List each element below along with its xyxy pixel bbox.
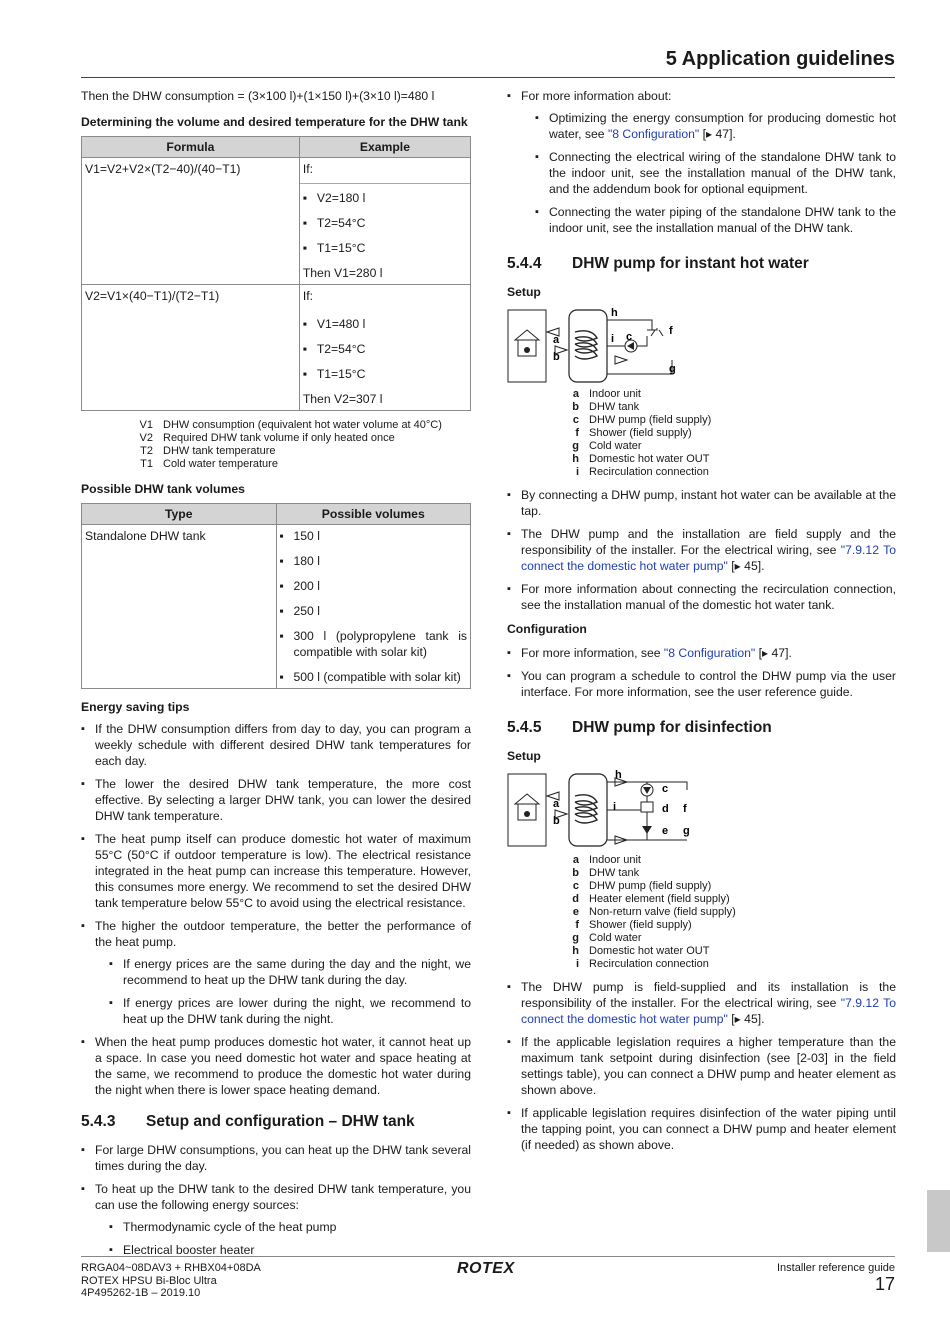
chapter-tab [927, 1190, 950, 1252]
formula-cell: V2=V1×(40−T1)/(T2−T1) [85, 289, 220, 303]
energy-tip: ▪ The higher the outdoor temperature, the better the performance of the heat pump. ▪ If energy prices are the same during the day and the night, we recommend to heat up the DHW tank during the day. ▪ If energy prices are lower during the night, we recommend to heat up the DHW tank during the night. [81, 918, 471, 1027]
legend-key: T2 [140, 445, 153, 457]
s543-item: ▪ For large DHW consumptions, you can heat up the DHW tank several times during the day. [81, 1142, 471, 1174]
svg-text:f: f [669, 325, 673, 337]
example-if: If: [300, 158, 470, 184]
svg-text:i: i [611, 333, 615, 345]
volumes-heading: Possible DHW tank volumes [81, 482, 245, 496]
example-if: If: [302, 289, 313, 303]
legend-key: V1 [139, 419, 153, 431]
s545-item: ▪ The DHW pump is field-supplied and its installation is the responsibility of the installer. For the electrical wiring, see "7.9.12 To connect the domestic hot water pump" [▸ 45]. [507, 979, 896, 1027]
svg-text:a: a [553, 798, 560, 810]
svg-text:h: h [615, 770, 622, 781]
header-rule [81, 77, 895, 78]
section-544-heading: 5.4.4 DHW pump for instant hot water [507, 255, 809, 272]
s543-subitem: ▪ Thermodynamic cycle of the heat pump [109, 1219, 471, 1235]
legend-544: a Indoor unit b DHW tank c DHW pump (field supply) f Shower (field supply) g Cold water h Domestic hot water OUT i Recirculation connection [572, 388, 712, 478]
legend-value: DHW consumption (equivalent hot water volume at 40°C) [163, 419, 442, 431]
example-item: ▪ T2=54°C [300, 335, 470, 360]
footer-model-info [81, 1262, 261, 1300]
more-info-list [507, 88, 896, 236]
example-item: ▪ T1=15°C [300, 234, 470, 259]
legend-value: Cold water temperature [163, 458, 278, 470]
formula-cell: V1=V2+V2×(T2−40)/(40−T1) [85, 162, 241, 176]
more-info-item: ▪ For more information about: ▪ Optimizing the energy consumption for producing domestic hot water, see "8 Configuration" [▸ 47]. ▪ Connecting the electrical wiring of the standalone DHW tank to the indoor unit, see the installation manual of the DHW tank, and the addendum book for optional equipment. ▪ Connecting the water piping of the standalone DHW tank to the indoor unit, see the installation manual of the DHW tank. [507, 88, 896, 236]
setup-label: Setup [507, 285, 541, 299]
volume-item: ▪ 150 l [277, 525, 471, 547]
volume-item: ▪ 500 l (compatible with solar kit) [277, 663, 471, 688]
svg-text:b: b [553, 351, 560, 363]
more-info-subitem: ▪ Optimizing the energy consumption for producing domestic hot water, see "8 Configuration" [▸ 47]. [535, 110, 896, 142]
s543-sublist [95, 1219, 471, 1258]
legend-value: DHW tank temperature [163, 445, 276, 457]
type-header: Type [82, 504, 277, 525]
volume-item: ▪ 180 l [277, 547, 471, 572]
s544-item: ▪ For more information about connecting the recirculation connection, see the installation manual of the domestic hot water tank. [507, 581, 896, 613]
energy-tip: ▪ The lower the desired DHW tank temperature, the more cost effective. By selecting a larger DHW tank, you can lower the desired DHW tank temperature. [81, 776, 471, 824]
volume-item: ▪ 300 l (polypropylene tank is compatible with solar kit) [277, 622, 471, 663]
legend-value: Required DHW tank volume if only heated once [163, 432, 395, 444]
svg-text:h: h [611, 307, 618, 319]
energy-subtip: ▪ If energy prices are lower during the night, we recommend to heat up the DHW tank during the night. [109, 995, 471, 1027]
svg-text:g: g [669, 363, 676, 375]
svg-text:g: g [683, 825, 690, 837]
more-info-subitem: ▪ Connecting the water piping of the standalone DHW tank to the indoor unit, see the installation manual of the DHW tank. [535, 204, 896, 236]
footer-line: ROTEX HPSU Bi-Bloc Ultra [81, 1274, 217, 1287]
energy-tip: ▪ If the DHW consumption differs from day to day, you can program a weekly schedule with different desired DHW tank temperatures for each day. [81, 721, 471, 769]
energy-list [81, 721, 471, 1098]
s543-subitem: ▪ Electrical booster heater [109, 1242, 471, 1258]
s543-item: ▪ To heat up the DHW tank to the desired DHW tank temperature, you can use the following energy sources: ▪ Thermodynamic cycle of the heat pump ▪ Electrical booster heater [81, 1181, 471, 1258]
connect-pump-link[interactable]: "7.9.12 To connect the domestic hot water pump" [521, 543, 896, 573]
energy-sublist [95, 956, 471, 1027]
more-info-sublist [521, 110, 896, 236]
config-list [507, 645, 896, 700]
rotex-logo: ROTEX [457, 1260, 515, 1277]
house-icon [515, 794, 539, 820]
type-cell: Standalone DHW tank [85, 529, 206, 543]
energy-tip: ▪ The heat pump itself can produce domestic hot water of maximum 55°C (50°C if outdoor temperature is low). The electrical resistance integrated in the heat pump can increase this temperature. However, this consumes more energy. We recommend to set the desired DHW tank temperature below 55°C to avoid using the electrical resistance. [81, 831, 471, 911]
section-543-heading: 5.4.3 Setup and configuration – DHW tank [81, 1113, 415, 1130]
determining-heading: Determining the volume and desired temperature for the DHW tank [81, 115, 468, 129]
example-item: ▪ V2=180 l [300, 184, 470, 209]
example-result: Then V2=307 l [302, 392, 383, 406]
config-item: ▪ For more information, see "8 Configuration" [▸ 47]. [507, 645, 896, 661]
s545-item: ▪ If applicable legislation requires disinfection of the water piping until the tapping point, you can connect a DHW pump and heater element (if needed) as shown above. [507, 1105, 896, 1153]
right-column [507, 88, 896, 1160]
s544-item: ▪ By connecting a DHW pump, instant hot water can be available at the tap. [507, 487, 896, 519]
legend-545: a Indoor unit b DHW tank c DHW pump (field supply) d Heater element (field supply) e Non-return valve (field supply) f Shower (field supply) g Cold water h Domestic hot water OUT i Recirculation connection [572, 854, 736, 970]
example-item: ▪ T2=54°C [300, 209, 470, 234]
energy-tip: ▪ When the heat pump produces domestic hot water, it cannot heat up a space. In case you need domestic hot water and space heating at the same, we recommend to produce the domestic hot water during the night when there is lower space heating demand. [81, 1034, 471, 1098]
formula-table [81, 136, 471, 411]
svg-text:i: i [613, 801, 617, 813]
s543-list [81, 1142, 471, 1258]
example-item: ▪ V1=480 l [300, 310, 470, 335]
house-icon [515, 330, 539, 356]
s544-list [507, 487, 896, 613]
volumes-header: Possible volumes [276, 504, 471, 525]
energy-heading: Energy saving tips [81, 700, 190, 714]
config-link[interactable]: "8 Configuration" [663, 646, 756, 660]
section-545-heading: 5.4.5 DHW pump for disinfection [507, 719, 772, 736]
svg-text:a: a [553, 334, 560, 346]
left-column [81, 88, 471, 1265]
svg-text:c: c [662, 783, 669, 795]
page-header-title: 5 Application guidelines [665, 48, 895, 70]
configuration-label: Configuration [507, 622, 587, 636]
energy-subtip: ▪ If energy prices are the same during the day and the night, we recommend to heat up the DHW tank during the day. [109, 956, 471, 988]
page-number: 17 [874, 1274, 895, 1294]
more-info-subitem: ▪ Connecting the electrical wiring of the standalone DHW tank to the indoor unit, see the installation manual of the DHW tank, and the addendum book for optional equipment. [535, 149, 896, 197]
svg-text:b: b [553, 815, 560, 827]
volume-item: ▪ 250 l [277, 597, 471, 622]
svg-text:f: f [683, 803, 687, 815]
svg-text:e: e [662, 825, 669, 837]
legend-key: V2 [139, 432, 153, 444]
volume-item: ▪ 200 l [277, 572, 471, 597]
connect-pump-link[interactable]: "7.9.12 To connect the domestic hot water pump" [521, 996, 896, 1026]
instant-hot-water-diagram [507, 306, 707, 386]
intro-text: Then the DHW consumption = (3×100 l)+(1×150 l)+(3×10 l)=480 l [81, 89, 435, 103]
example-item: ▪ T1=15°C [300, 360, 470, 385]
disinfection-diagram [507, 770, 707, 852]
footer-guide-title: Installer reference guide [776, 1262, 895, 1274]
setup-label: Setup [507, 749, 541, 763]
formula-legend [71, 419, 471, 471]
example-result: Then V1=280 l [302, 266, 383, 280]
formula-header: Formula [82, 137, 300, 158]
footer-line: RRGA04~08DAV3 + RHBX04+08DA [81, 1262, 261, 1274]
svg-text:c: c [626, 331, 633, 343]
footer-rule [81, 1256, 895, 1257]
svg-text:d: d [662, 803, 669, 815]
s544-item: ▪ The DHW pump and the installation are field supply and the responsibility of the installer. For the electrical wiring, see "7.9.12 To connect the domestic hot water pump" [▸ 45]. [507, 526, 896, 574]
footer-line: 4P495262-1B – 2019.10 [81, 1287, 201, 1299]
example-header: Example [299, 137, 470, 158]
legend-key: T1 [140, 458, 153, 470]
config-link[interactable]: "8 Configuration" [607, 127, 700, 141]
volumes-table [81, 503, 471, 689]
s545-list [507, 979, 896, 1153]
s545-item: ▪ If the applicable legislation requires a higher temperature than the maximum tank setpoint during disinfection (see [2-03] in the field settings table), you can connect a DHW pump and heater element as shown above. [507, 1034, 896, 1098]
config-item: ▪ You can program a schedule to control the DHW pump via the user interface. For more information, see the user reference guide. [507, 668, 896, 700]
